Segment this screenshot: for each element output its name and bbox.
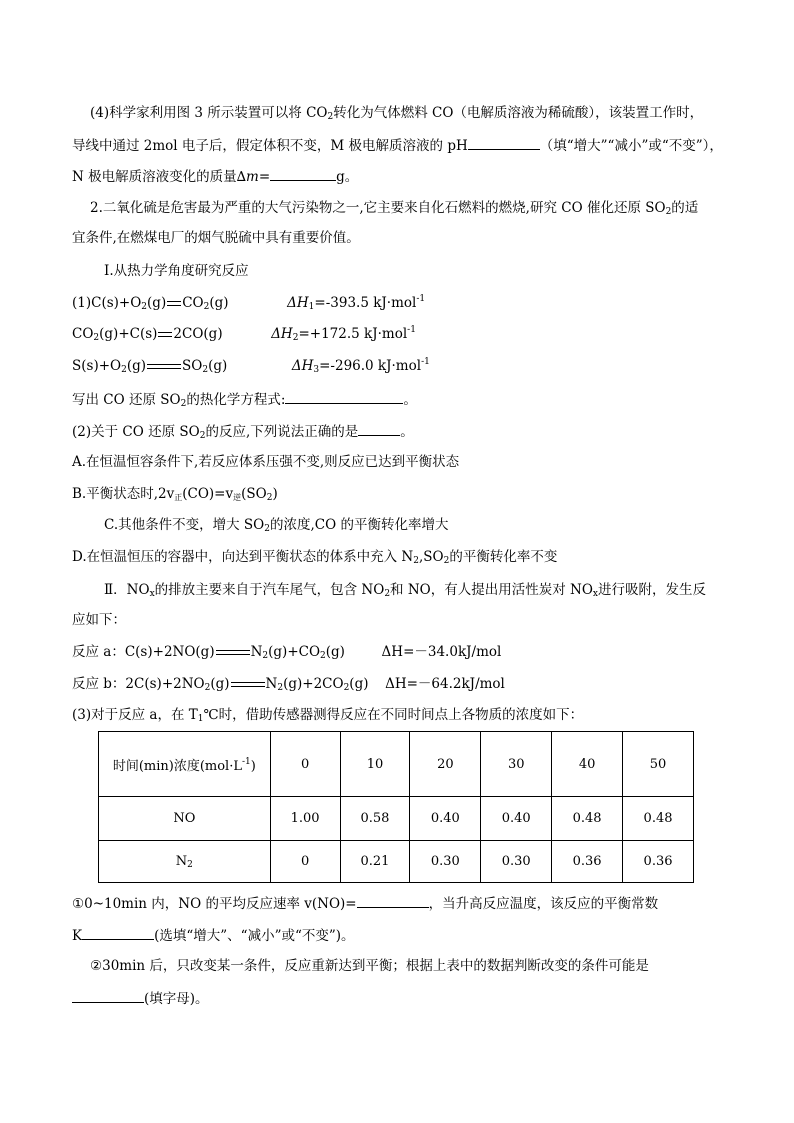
- text: (CO)=v: [182, 486, 234, 502]
- subscript: 1: [308, 302, 315, 312]
- text: ΔH=－34.0kJ/mol: [381, 644, 502, 660]
- table-header-row: [99, 732, 694, 797]
- text: 和 NO，有人提出用活性炭对 NO: [390, 582, 593, 598]
- text: (g)+C(s): [99, 326, 158, 342]
- value-cell: 0.40: [481, 797, 552, 841]
- text: 2.二氧化硫是危害最为严重的大气污染物之一,它主要来自化石燃料的燃烧,研究 CO 催化还原 SO: [90, 200, 666, 216]
- text: (SO: [241, 486, 267, 502]
- text: ,SO: [418, 549, 444, 565]
- row-label: $N_2$: [99, 841, 271, 883]
- answer-blank-ph[interactable]: [468, 134, 540, 150]
- value-cell: 0.36: [623, 841, 694, 883]
- text: 的排放主要来自于汽车尾气，包含 NO: [154, 582, 385, 598]
- text: ΔH: [271, 326, 293, 342]
- text: (g): [325, 644, 345, 660]
- text: m: [246, 169, 259, 185]
- equation-1: $(1)C(s)+O_2(g)$ $CO_2(g)$ $\Delta H_1=-393.5$ kJ·mol$^{-1}$: [72, 294, 426, 312]
- text: (4)科学家利用图 3 所示装置可以将 CO: [90, 105, 328, 121]
- text: ①0~10min 内，NO 的平均反应速率 v(NO)=: [72, 896, 357, 912]
- text: (选填“增大”、“减小”或“不变”)。: [154, 928, 355, 944]
- text: 2CO(g): [173, 326, 223, 342]
- equals-sign: [158, 332, 172, 338]
- text: Ⅰ.从热力学角度研究反应: [104, 263, 249, 279]
- text: ，当升高反应温度，该反应的平衡常数: [428, 896, 659, 912]
- text: SO: [182, 358, 203, 374]
- value-cell: 0.58: [340, 797, 410, 841]
- text: 转化为气体燃料 CO（电解质溶液为稀硫酸），该装置工作时，: [333, 105, 704, 121]
- subscript: 3: [313, 365, 320, 375]
- equilibrium-arrow: [147, 363, 181, 371]
- text: 。: [403, 392, 417, 408]
- text: A.在恒温恒容条件下,若反应体系压强不变,则反应已达到平衡状态: [72, 454, 460, 470]
- question-3: [72, 705, 583, 725]
- text: 进行吸附，发生反: [597, 582, 706, 598]
- text: ΔH=－64.2kJ/mol: [385, 676, 505, 692]
- sub-question-1-cont: [72, 924, 355, 946]
- answer-blank-k[interactable]: [82, 924, 154, 940]
- text: CO: [72, 326, 94, 342]
- text: 反应 b：2C(s)+2NO: [72, 676, 205, 692]
- text: ΔH: [291, 358, 314, 374]
- text: g。: [336, 169, 359, 185]
- time-cell: 10: [340, 732, 410, 797]
- text: ): [272, 486, 278, 502]
- option-d: D.在恒温恒压的容器中，向达到平衡状态的体系中充入 $N_2,SO_2$的平衡转化率不变: [72, 549, 558, 566]
- question-2: (2)关于 CO 还原 $SO_2$的反应,下列说法正确的是 。: [72, 420, 414, 442]
- text: Ⅱ．NO: [104, 582, 150, 598]
- write-equation-prompt: 写出 CO 还原 $SO_2$的热化学方程式: 。: [72, 388, 417, 410]
- value-cell: 0.30: [410, 841, 481, 883]
- text: (填字母)。: [144, 991, 209, 1007]
- option-a: [72, 452, 459, 472]
- superscript: -1: [416, 294, 426, 304]
- value-cell: 0.40: [410, 797, 481, 841]
- answer-blank-choice[interactable]: [358, 420, 400, 436]
- text: 反应 a：C(s)+2NO(g): [72, 644, 215, 660]
- option-b: B.平衡状态时$,2v_正(CO)=v_逆(SO_2)$: [72, 486, 278, 503]
- text: S(s)+O: [72, 358, 122, 374]
- subscript: 2: [665, 207, 672, 217]
- answer-blank-mass[interactable]: [270, 165, 336, 181]
- text: D.在恒温恒压的容器中，向达到平衡状态的体系中充入 N: [72, 549, 414, 565]
- time-cell: 40: [552, 732, 623, 797]
- text: 的热化学方程式:: [186, 392, 286, 408]
- time-cell: 50: [623, 732, 694, 797]
- section-2-line2: [72, 610, 126, 630]
- value-cell: 0: [270, 841, 340, 883]
- equation-3: $S(s)+O_2(g)$ $SO_2(g)$ $\Delta H_3=-296.0$ kJ·mol$^{-1}$: [72, 357, 430, 375]
- text: (1)C(s)+O: [72, 295, 142, 311]
- text: (2)关于 CO 还原 SO: [72, 424, 200, 440]
- answer-blank-rate[interactable]: [357, 892, 429, 908]
- answer-blank-condition[interactable]: [72, 987, 144, 1003]
- text: 的平衡转化率不变: [449, 549, 558, 565]
- text: ΔH: [287, 295, 309, 311]
- text: 的适: [671, 200, 699, 216]
- answer-blank-equation[interactable]: [285, 388, 403, 404]
- q4-line1: [90, 103, 703, 123]
- text: （填“增大”“减小”或“不变”），: [539, 138, 723, 154]
- subscript: 正: [174, 493, 183, 502]
- text: (g): [349, 676, 369, 692]
- text: 的浓度,CO 的平衡转化率增大: [269, 517, 449, 533]
- text: 宜条件,在燃煤电厂的烟气脱硫中具有重要价值。: [72, 230, 360, 246]
- text: (g)+2CO: [283, 676, 344, 692]
- text: (g)+CO: [268, 644, 321, 660]
- value-cell: 0.21: [340, 841, 410, 883]
- text: 导线中通过 2mol 电子后，假定体积不变，M 极电解质溶液的 pH: [72, 138, 468, 154]
- row-label: NO: [99, 797, 271, 841]
- text: =+172.5 kJ·mol: [298, 326, 408, 342]
- text: =: [258, 169, 271, 185]
- equals-sign: [167, 301, 181, 307]
- table-row: [99, 841, 694, 883]
- q4-line2: [72, 134, 723, 156]
- reaction-a: 反应 a：C(s)+2NO(g) $N_2(g)+CO_2(g)$ ΔH=－34.0kJ/mol: [72, 644, 502, 661]
- text: N: [265, 676, 278, 692]
- text: 写出 CO 还原 SO: [72, 392, 181, 408]
- superscript: -1: [407, 325, 416, 335]
- p2-intro-line2: [72, 228, 360, 248]
- equilibrium-arrow: [231, 681, 265, 689]
- p2-intro-line1: [90, 198, 698, 218]
- text: (g): [126, 358, 147, 374]
- time-cell: 0: [270, 732, 340, 797]
- table-row: [99, 797, 694, 841]
- text: =-393.5 kJ·mol: [314, 295, 417, 311]
- value-cell: 0.48: [552, 797, 623, 841]
- sub-question-1: [72, 892, 658, 914]
- value-cell: 0.48: [623, 797, 694, 841]
- subscript: 逆: [233, 493, 242, 502]
- time-cell: 30: [481, 732, 552, 797]
- text: CO: [182, 295, 204, 311]
- section-2-line1: Ⅱ．$NO_x$的排放主要来自于汽车尾气，包含 $NO_2$和 NO，有人提出用活性炭对 $NO_x$进行吸附，发生反: [104, 582, 706, 599]
- sub-question-2: [90, 956, 649, 976]
- subscript: 1: [197, 714, 204, 724]
- equilibrium-arrow: [216, 649, 250, 657]
- text: ②30min 后，只改变某一条件，反应重新达到平衡；根据上表中的数据判断改变的条件可能是: [90, 958, 649, 974]
- option-c: C.其他条件不变，增大 $SO_2$的浓度,CO 的平衡转化率增大: [104, 517, 449, 534]
- text: (3)对于反应 a，在 T: [72, 707, 198, 723]
- value-cell: 0.30: [481, 841, 552, 883]
- text: B.平衡状态时,2v: [72, 486, 175, 502]
- sub-question-2-cont: [72, 987, 209, 1009]
- text: N: [250, 644, 263, 660]
- text: =-296.0 kJ·mol: [319, 358, 422, 374]
- section-1-title: [104, 261, 249, 281]
- subscript: 2: [327, 112, 334, 122]
- text: K: [72, 928, 83, 944]
- table-header-cell: 时间(min)浓度$(mol\cdot L^{-1})$: [99, 732, 271, 797]
- equation-2: $CO_2(g)+C(s)$ 2CO(g) $\Delta H_2=+172.5$ kJ·mol$^{-1}$: [72, 325, 416, 343]
- concentration-table: [98, 731, 694, 883]
- text: (g): [147, 295, 167, 311]
- text: (g): [210, 676, 230, 692]
- text: 。: [400, 424, 414, 440]
- value-cell: 1.00: [270, 797, 340, 841]
- value-cell: 0.36: [552, 841, 623, 883]
- text: N 极电解质溶液变化的质量∆: [72, 169, 247, 185]
- text: ℃时，借助传感器测得反应在不同时间点上各物质的浓度如下：: [203, 707, 584, 723]
- q4-line3: [72, 165, 358, 187]
- subscript: x: [149, 589, 155, 599]
- superscript: -1: [421, 357, 430, 367]
- text: 的反应,下列说法正确的是: [205, 424, 359, 440]
- text: 应如下：: [72, 612, 126, 628]
- time-cell: 20: [410, 732, 481, 797]
- text: C.其他条件不变，增大 SO: [104, 517, 265, 533]
- reaction-b: 反应 b：$2C(s)+2NO_2(g)$ $N_2(g)+2CO_2(g)$ ΔH=－64.2kJ/mol: [72, 676, 505, 693]
- subscript: 2: [292, 333, 299, 343]
